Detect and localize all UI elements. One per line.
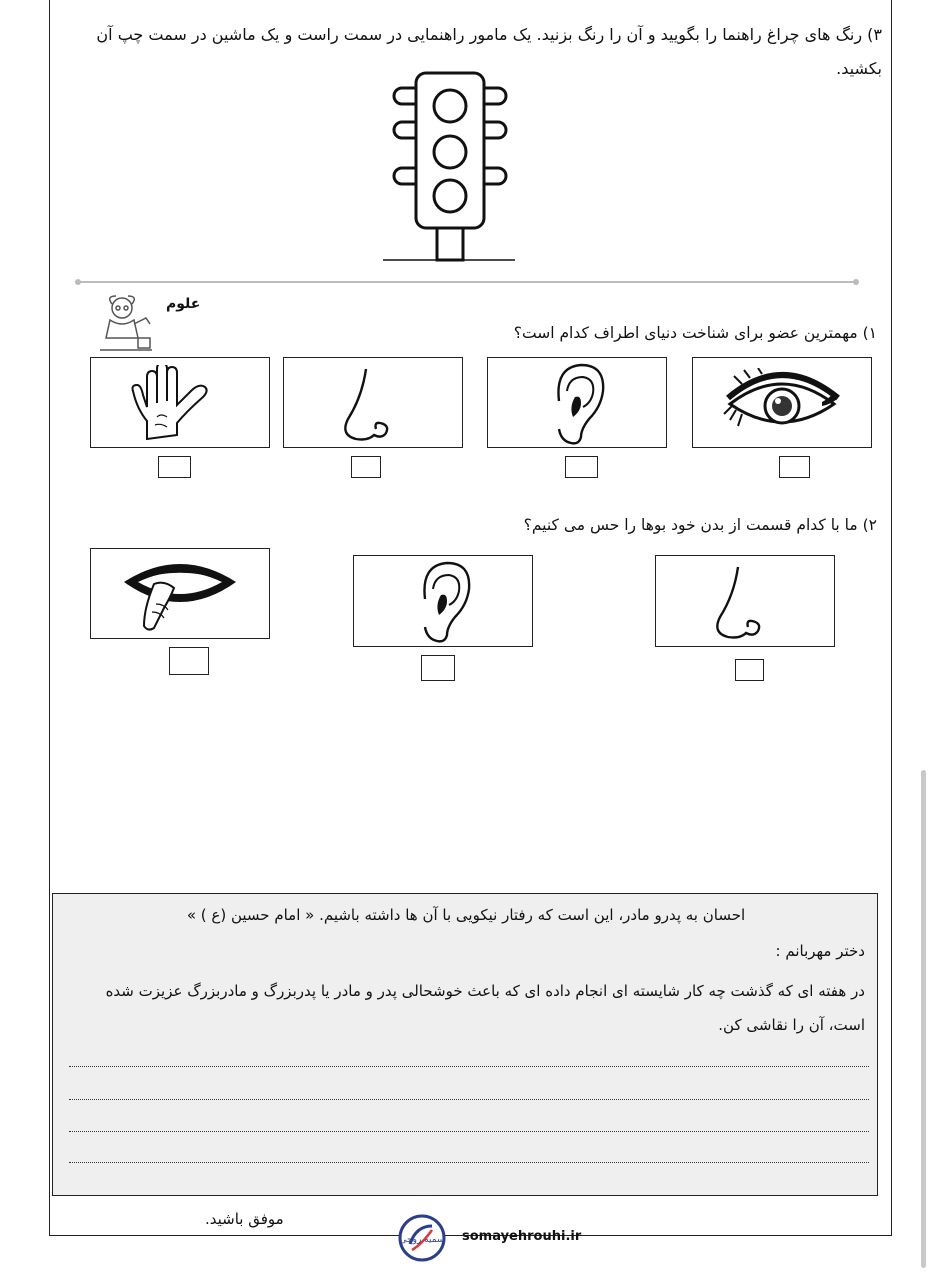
nose-icon [710, 561, 780, 641]
question-3-text: ۳) رنگ های چراغ راهنما را بگویید و آن را رنگ بزنید. یک مامور راهنمایی در سمت راست و یک ماشین در سمت چپ آن بکشید. [96, 25, 882, 78]
option-eye-box [692, 357, 872, 448]
q1-option-ear-checkbox[interactable] [565, 456, 598, 478]
greeting: دختر مهربانم : [775, 942, 865, 960]
traffic-light-icon [380, 68, 520, 266]
good-luck-text: موفق باشید. [205, 1210, 284, 1228]
note-box [52, 893, 878, 1196]
mouth-icon [120, 554, 240, 634]
option-mouth-box [90, 548, 270, 639]
answer-line-1[interactable] [69, 1066, 869, 1067]
ear-icon [411, 559, 475, 643]
option-ear-box [487, 357, 667, 448]
answer-line-4[interactable] [69, 1162, 869, 1163]
section-divider [74, 278, 860, 286]
scrollbar[interactable] [921, 770, 926, 1268]
option-ear-box-2 [353, 555, 533, 647]
scientist-icon [98, 294, 154, 352]
option-nose-box-2 [655, 555, 835, 647]
nose-icon [338, 363, 408, 443]
answer-line-3[interactable] [69, 1131, 869, 1132]
q2-option-mouth-checkbox[interactable] [169, 647, 209, 675]
ear-icon [545, 361, 609, 445]
option-hand-box [90, 357, 270, 448]
hadith-quote: احسان به پدرو مادر، این است که رفتار نیکویی با آن ها داشته باشیم. « امام حسین (ع ) » [186, 906, 746, 924]
answer-line-2[interactable] [69, 1099, 869, 1100]
eye-icon [722, 368, 842, 438]
science-title: علوم [166, 296, 201, 312]
q2-option-nose-checkbox[interactable] [735, 659, 764, 681]
q1-option-nose-checkbox[interactable] [351, 456, 381, 478]
question-2: ۲) ما با کدام قسمت از بدن خود بوها را حس می کنیم؟ [523, 516, 877, 534]
q1-option-hand-checkbox[interactable] [158, 456, 191, 478]
brand-logo-icon [398, 1214, 446, 1262]
q2-option-ear-checkbox[interactable] [421, 655, 455, 681]
hand-icon [125, 365, 235, 441]
q1-option-eye-checkbox[interactable] [779, 456, 810, 478]
question-1: ۱) مهمترین عضو برای شناخت دنیای اطراف کدام است؟ [513, 324, 877, 342]
website-url[interactable]: somayehrouhi.ir [462, 1229, 582, 1244]
logo-text: سمیه روحی [399, 1235, 445, 1245]
option-nose-box [283, 357, 463, 448]
drawing-task: در هفته ای که گذشت چه کار شایسته ای انجام داده ای که باعث خوشحالی پدر و مادر یا پدربزرگ و مادربزرگ عزیزت شده است، آن را نقاشی کن. [105, 982, 865, 1034]
